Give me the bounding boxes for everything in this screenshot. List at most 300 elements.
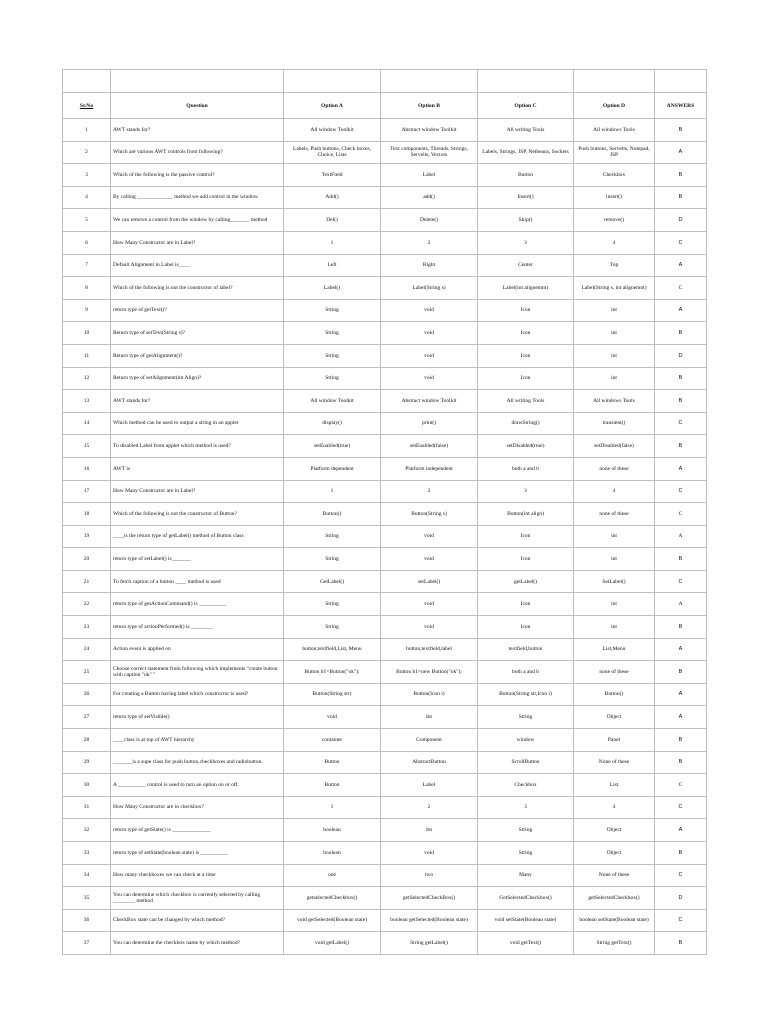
cell-option-b: void — [381, 548, 478, 571]
cell-answer: C — [655, 277, 707, 300]
cell-question: How Many Constructor are in checkbox? — [111, 796, 284, 819]
cell-option-c: String — [478, 819, 574, 842]
mcq-spreadsheet — [62, 69, 706, 955]
cell-srno: 4 — [63, 186, 111, 209]
cell-option-c: Skip() — [478, 209, 574, 232]
cell-srno: 22 — [63, 593, 111, 616]
cell-srno: 29 — [63, 751, 111, 774]
cell-srno: 11 — [63, 344, 111, 367]
cell-srno: 33 — [63, 842, 111, 865]
cell-option-c: void getText() — [478, 932, 574, 955]
table-row — [63, 412, 707, 435]
cell-srno: 20 — [63, 548, 111, 571]
cell-question: How Many Constructor are in Label? — [111, 231, 284, 254]
cell-question: AWT stands for? — [111, 119, 284, 142]
header-question: Question — [111, 93, 284, 119]
cell-srno: 12 — [63, 367, 111, 390]
cell-srno: 23 — [63, 616, 111, 639]
cell-option-a: Button() — [284, 503, 381, 526]
cell-option-b: Abstract window Toolkit — [381, 119, 478, 142]
cell-option-c: Icon — [478, 548, 574, 571]
cell-option-a: String — [284, 344, 381, 367]
cell-option-d: Top — [574, 254, 655, 277]
cell-option-c: Labels, Strings, JSP, Netbeans, Sockets — [478, 141, 574, 164]
cell-question: You can determine the checkbox name by which method? — [111, 932, 284, 955]
cell-option-b: Int — [381, 819, 478, 842]
cell-option-d: int — [574, 593, 655, 616]
cell-question: return type of setVisible() — [111, 706, 284, 729]
cell-option-b: Platform independent — [381, 457, 478, 480]
cell-option-a: 1 — [284, 231, 381, 254]
table-row — [63, 909, 707, 932]
cell-option-b: 2 — [381, 480, 478, 503]
cell-option-c: GetSelectedCheckbox() — [478, 887, 574, 910]
cell-option-a: Button — [284, 774, 381, 797]
header-answers: ANSWERS — [655, 93, 707, 119]
cell-option-b: add() — [381, 186, 478, 209]
cell-option-a: boolean — [284, 842, 381, 865]
table-row — [63, 231, 707, 254]
cell-question: Which are various AWT controls from following? — [111, 141, 284, 164]
cell-answer: C — [655, 909, 707, 932]
cell-option-d: Object — [574, 819, 655, 842]
cell-answer: C — [655, 503, 707, 526]
cell-answer: A — [655, 819, 707, 842]
cell-option-c: 3 — [478, 231, 574, 254]
cell-option-b: Component — [381, 729, 478, 752]
cell-answer: B — [655, 616, 707, 639]
cell-question: CheckBox state can be changed by which method? — [111, 909, 284, 932]
cell-question: return type of setLabel() is_______ — [111, 548, 284, 571]
cell-answer: A — [655, 299, 707, 322]
cell-option-a: Button(String str) — [284, 683, 381, 706]
cell-answer: B — [655, 435, 707, 458]
cell-option-d: int — [574, 299, 655, 322]
cell-option-c: Icon — [478, 322, 574, 345]
cell-option-b: void — [381, 616, 478, 639]
column-header-row — [63, 93, 707, 119]
cell-option-a: All window Toolkit — [284, 119, 381, 142]
table-row — [63, 299, 707, 322]
cell-question: A __________ control is used to turn an option on or off. — [111, 774, 284, 797]
cell-srno: 15 — [63, 435, 111, 458]
cell-answer: B — [655, 186, 707, 209]
cell-question: ____is the return type of getLabel() method of Button class — [111, 525, 284, 548]
cell-answer: B — [655, 729, 707, 752]
cell-option-c: Many — [478, 864, 574, 887]
cell-option-c: window — [478, 729, 574, 752]
table-row — [63, 842, 707, 865]
cell-answer: B — [655, 932, 707, 955]
header-option-b: Option B — [381, 93, 478, 119]
cell-srno: 16 — [63, 457, 111, 480]
cell-answer: C — [655, 774, 707, 797]
cell-option-a: TextField — [284, 164, 381, 187]
cell-answer: C — [655, 480, 707, 503]
cell-option-a: setEnabled(true) — [284, 435, 381, 458]
cell-option-c: both a and b — [478, 457, 574, 480]
cell-option-a: Left — [284, 254, 381, 277]
cell-option-b: Label(String s) — [381, 277, 478, 300]
cell-option-d: Object — [574, 842, 655, 865]
cell-option-c: getLabel() — [478, 570, 574, 593]
table-row — [63, 661, 707, 684]
cell-option-a: String — [284, 367, 381, 390]
cell-srno: 8 — [63, 277, 111, 300]
cell-question: ____class is at top of AWT hierarchy — [111, 729, 284, 752]
cell-option-d: int — [574, 525, 655, 548]
cell-option-d: int — [574, 367, 655, 390]
cell-question: Return type of getAlignment()? — [111, 344, 284, 367]
cell-question: Return type of setText(String s)? — [111, 322, 284, 345]
cell-option-a: one — [284, 864, 381, 887]
cell-option-a: All window Toolkit — [284, 390, 381, 413]
cell-srno: 3 — [63, 164, 111, 187]
cell-option-b: Button b1=new Button("ok"); — [381, 661, 478, 684]
cell-answer: A — [655, 593, 707, 616]
table-row — [63, 548, 707, 571]
cell-option-b: Abstract window Toolkit — [381, 390, 478, 413]
cell-option-c: Center — [478, 254, 574, 277]
table-row — [63, 774, 707, 797]
cell-option-a: void — [284, 706, 381, 729]
cell-option-b: two — [381, 864, 478, 887]
cell-option-c: All writing Tools — [478, 119, 574, 142]
cell-srno: 37 — [63, 932, 111, 955]
cell-option-a: void getLabel() — [284, 932, 381, 955]
cell-option-a: String — [284, 616, 381, 639]
cell-option-d: String getText() — [574, 932, 655, 955]
cell-question: Action event is applied on — [111, 638, 284, 661]
table-row — [63, 706, 707, 729]
cell-option-a: GetLabel() — [284, 570, 381, 593]
cell-option-b: void — [381, 525, 478, 548]
cell-option-a: String — [284, 299, 381, 322]
cell-option-d: None of these — [574, 751, 655, 774]
cell-question: return type of setState(boolean state) is __________ — [111, 842, 284, 865]
cell-question: How many checkboxes we can check at a time — [111, 864, 284, 887]
cell-option-c: Icon — [478, 344, 574, 367]
cell-option-c: 3 — [478, 480, 574, 503]
cell-option-c: drawString() — [478, 412, 574, 435]
cell-option-b: Delete() — [381, 209, 478, 232]
cell-option-a: 1 — [284, 480, 381, 503]
cell-question: AWT is — [111, 457, 284, 480]
cell-option-b: boolean getSelected(Boolean state) — [381, 909, 478, 932]
cell-srno: 9 — [63, 299, 111, 322]
cell-srno: 21 — [63, 570, 111, 593]
cell-option-a: getselectedCheckbox() — [284, 887, 381, 910]
cell-option-c: Icon — [478, 525, 574, 548]
table-row — [63, 751, 707, 774]
cell-option-c: ScrollButton — [478, 751, 574, 774]
cell-option-d: None of these — [574, 864, 655, 887]
cell-option-c: both a and b — [478, 661, 574, 684]
cell-option-a: Platform dependent — [284, 457, 381, 480]
table-row — [63, 119, 707, 142]
cell-option-c: void setState(Boolean state) — [478, 909, 574, 932]
table-row — [63, 570, 707, 593]
cell-option-b: print() — [381, 412, 478, 435]
table-row — [63, 796, 707, 819]
cell-question: Choose correct statement from following which implements "create button with caption "ok" " — [111, 661, 284, 684]
cell-srno: 7 — [63, 254, 111, 277]
cell-question: To fetch caption of a button ____ method is used — [111, 570, 284, 593]
table-row — [63, 864, 707, 887]
cell-option-d: SetLabel() — [574, 570, 655, 593]
cell-option-a: void getSelected(Boolean state) — [284, 909, 381, 932]
cell-answer: D — [655, 887, 707, 910]
cell-option-a: Labels, Push buttons, Check boxes, Choice, Lists — [284, 141, 381, 164]
table-row — [63, 932, 707, 955]
cell-option-b: 2 — [381, 231, 478, 254]
cell-option-a: boolean — [284, 819, 381, 842]
cell-srno: 5 — [63, 209, 111, 232]
cell-option-b: button,textfield,label — [381, 638, 478, 661]
cell-question: How Many Constructor are in Label? — [111, 480, 284, 503]
cell-option-c: Icon — [478, 367, 574, 390]
cell-option-b: void — [381, 842, 478, 865]
table-row — [63, 457, 707, 480]
cell-answer: B — [655, 390, 707, 413]
cell-question: Return type of setAlignment(int Align)? — [111, 367, 284, 390]
cell-option-b: Button(String s) — [381, 503, 478, 526]
cell-option-d: List — [574, 774, 655, 797]
empty-cell — [478, 70, 574, 93]
cell-answer: A — [655, 141, 707, 164]
cell-option-d: 4 — [574, 480, 655, 503]
cell-option-c: Checkbox — [478, 774, 574, 797]
cell-answer: B — [655, 751, 707, 774]
cell-question: AWT stands for? — [111, 390, 284, 413]
cell-srno: 2 — [63, 141, 111, 164]
cell-srno: 27 — [63, 706, 111, 729]
cell-option-c: Icon — [478, 593, 574, 616]
empty-cell — [574, 70, 655, 93]
cell-question: Which of the following is the passive control? — [111, 164, 284, 187]
cell-option-d: insert() — [574, 186, 655, 209]
cell-answer: A — [655, 254, 707, 277]
cell-answer: B — [655, 661, 707, 684]
cell-option-c: Icon — [478, 299, 574, 322]
table-row — [63, 344, 707, 367]
table-row — [63, 683, 707, 706]
cell-srno: 13 — [63, 390, 111, 413]
cell-option-a: Add() — [284, 186, 381, 209]
cell-question: Which method can be used to output a string in an applet — [111, 412, 284, 435]
cell-srno: 17 — [63, 480, 111, 503]
cell-answer: A — [655, 683, 707, 706]
empty-cell — [111, 70, 284, 93]
cell-option-c: Label(int alignemnt) — [478, 277, 574, 300]
cell-question: return type of getText()? — [111, 299, 284, 322]
table-row — [63, 503, 707, 526]
cell-option-c: textfield,button — [478, 638, 574, 661]
cell-answer: D — [655, 344, 707, 367]
cell-option-d: none of these — [574, 661, 655, 684]
cell-option-a: String — [284, 548, 381, 571]
cell-srno: 36 — [63, 909, 111, 932]
cell-option-d: boolean setState(Boolean state) — [574, 909, 655, 932]
cell-option-b: void — [381, 322, 478, 345]
table-row — [63, 141, 707, 164]
table-row — [63, 616, 707, 639]
table-row — [63, 638, 707, 661]
cell-srno: 31 — [63, 796, 111, 819]
cell-option-a: 1 — [284, 796, 381, 819]
cell-srno: 18 — [63, 503, 111, 526]
cell-srno: 35 — [63, 887, 111, 910]
empty-cell — [284, 70, 381, 93]
cell-srno: 19 — [63, 525, 111, 548]
mcq-table — [62, 69, 707, 955]
cell-answer: A — [655, 638, 707, 661]
cell-srno: 1 — [63, 119, 111, 142]
cell-option-a: Del() — [284, 209, 381, 232]
cell-option-a: container — [284, 729, 381, 752]
cell-srno: 10 — [63, 322, 111, 345]
cell-option-d: int — [574, 322, 655, 345]
cell-answer: A — [655, 706, 707, 729]
empty-cell — [63, 70, 111, 93]
cell-answer: C — [655, 864, 707, 887]
cell-option-b: setLabel() — [381, 570, 478, 593]
table-row — [63, 209, 707, 232]
cell-option-d: remove() — [574, 209, 655, 232]
cell-answer: C — [655, 231, 707, 254]
cell-option-b: void — [381, 299, 478, 322]
cell-answer: B — [655, 548, 707, 571]
cell-question: Which of the following is not the constructor of label? — [111, 277, 284, 300]
cell-srno: 6 — [63, 231, 111, 254]
cell-option-d: transient() — [574, 412, 655, 435]
cell-option-b: void — [381, 593, 478, 616]
header-option-a: Option A — [284, 93, 381, 119]
cell-option-d: Panel — [574, 729, 655, 752]
cell-srno: 25 — [63, 661, 111, 684]
cell-option-b: setEnabled(false) — [381, 435, 478, 458]
cell-option-d: 4 — [574, 796, 655, 819]
empty-header-row — [63, 70, 707, 93]
cell-srno: 32 — [63, 819, 111, 842]
cell-option-d: All windows Tools — [574, 390, 655, 413]
cell-question: Which of the following is not the constructor of Button? — [111, 503, 284, 526]
cell-option-a: Label() — [284, 277, 381, 300]
cell-option-c: Button(int align) — [478, 503, 574, 526]
cell-option-b: Label — [381, 164, 478, 187]
cell-option-c: Icon — [478, 616, 574, 639]
cell-question: We can remove a control from the window by calling_______ method — [111, 209, 284, 232]
cell-option-c: Button — [478, 164, 574, 187]
cell-srno: 30 — [63, 774, 111, 797]
cell-option-d: int — [574, 616, 655, 639]
cell-option-d: All windows Tools — [574, 119, 655, 142]
cell-option-b: void — [381, 367, 478, 390]
cell-srno: 14 — [63, 412, 111, 435]
cell-option-a: String — [284, 525, 381, 548]
cell-option-b: Text components, Threads, Strings, Servelts, Vectors — [381, 141, 478, 164]
cell-option-d: Label(String s, int alignemnt) — [574, 277, 655, 300]
cell-question: return type of getActionCommand() is __________ — [111, 593, 284, 616]
cell-option-a: Button b1=Button("ok"); — [284, 661, 381, 684]
cell-srno: 28 — [63, 729, 111, 752]
table-row — [63, 254, 707, 277]
cell-option-b: Button(Icon i) — [381, 683, 478, 706]
table-row — [63, 729, 707, 752]
cell-question: You can determine which checkbox is currently selected by calling ________ method — [111, 887, 284, 910]
cell-answer: B — [655, 367, 707, 390]
cell-question: For creating a Button having label which constructor is used? — [111, 683, 284, 706]
cell-option-c: String — [478, 842, 574, 865]
cell-question: return type of actionPerformed() is ________ — [111, 616, 284, 639]
cell-option-d: int — [574, 548, 655, 571]
cell-option-d: Button() — [574, 683, 655, 706]
cell-question: To disabled Label from applet which method is used? — [111, 435, 284, 458]
cell-answer: C — [655, 796, 707, 819]
cell-option-c: 3 — [478, 796, 574, 819]
cell-answer: C — [655, 570, 707, 593]
cell-answer: B — [655, 119, 707, 142]
cell-srno: 34 — [63, 864, 111, 887]
cell-question: return type of getState() is ______________ — [111, 819, 284, 842]
cell-option-b: void — [381, 344, 478, 367]
cell-option-b: AbstractButton — [381, 751, 478, 774]
cell-option-c: Button(String str,Icon i) — [478, 683, 574, 706]
cell-answer: B — [655, 164, 707, 187]
table-row — [63, 819, 707, 842]
cell-option-d: none of these — [574, 503, 655, 526]
table-row — [63, 887, 707, 910]
cell-srno: 24 — [63, 638, 111, 661]
cell-option-d: Push buttons, Servelts, Notepad, JSP — [574, 141, 655, 164]
table-row — [63, 593, 707, 616]
cell-option-c: All writing Tools — [478, 390, 574, 413]
cell-answer: C — [655, 412, 707, 435]
header-option-c: Option C — [478, 93, 574, 119]
cell-option-d: none of these — [574, 457, 655, 480]
cell-option-a: String — [284, 593, 381, 616]
cell-option-d: Checkbox — [574, 164, 655, 187]
table-row — [63, 390, 707, 413]
cell-option-a: display() — [284, 412, 381, 435]
cell-option-b: Label — [381, 774, 478, 797]
cell-answer: A — [655, 525, 707, 548]
cell-option-a: String — [284, 322, 381, 345]
header-option-d: Option D — [574, 93, 655, 119]
cell-answer: B — [655, 842, 707, 865]
cell-option-d: getSelectedCheckbox() — [574, 887, 655, 910]
cell-option-d: 4 — [574, 231, 655, 254]
cell-option-d: setDisabled(false) — [574, 435, 655, 458]
cell-option-c: Insert() — [478, 186, 574, 209]
cell-option-b: String getLabel() — [381, 932, 478, 955]
cell-option-b: Int — [381, 706, 478, 729]
empty-cell — [655, 70, 707, 93]
table-row — [63, 277, 707, 300]
cell-answer: A — [655, 457, 707, 480]
cell-option-b: 2 — [381, 796, 478, 819]
cell-option-d: int — [574, 344, 655, 367]
cell-question: _______is a supe class for push button,checkboxes and radiobutton. — [111, 751, 284, 774]
table-row — [63, 525, 707, 548]
table-row — [63, 435, 707, 458]
cell-option-d: List,Menu — [574, 638, 655, 661]
cell-srno: 26 — [63, 683, 111, 706]
table-row — [63, 367, 707, 390]
cell-option-d: Object — [574, 706, 655, 729]
cell-option-c: setDisabled(true) — [478, 435, 574, 458]
cell-option-c: String — [478, 706, 574, 729]
